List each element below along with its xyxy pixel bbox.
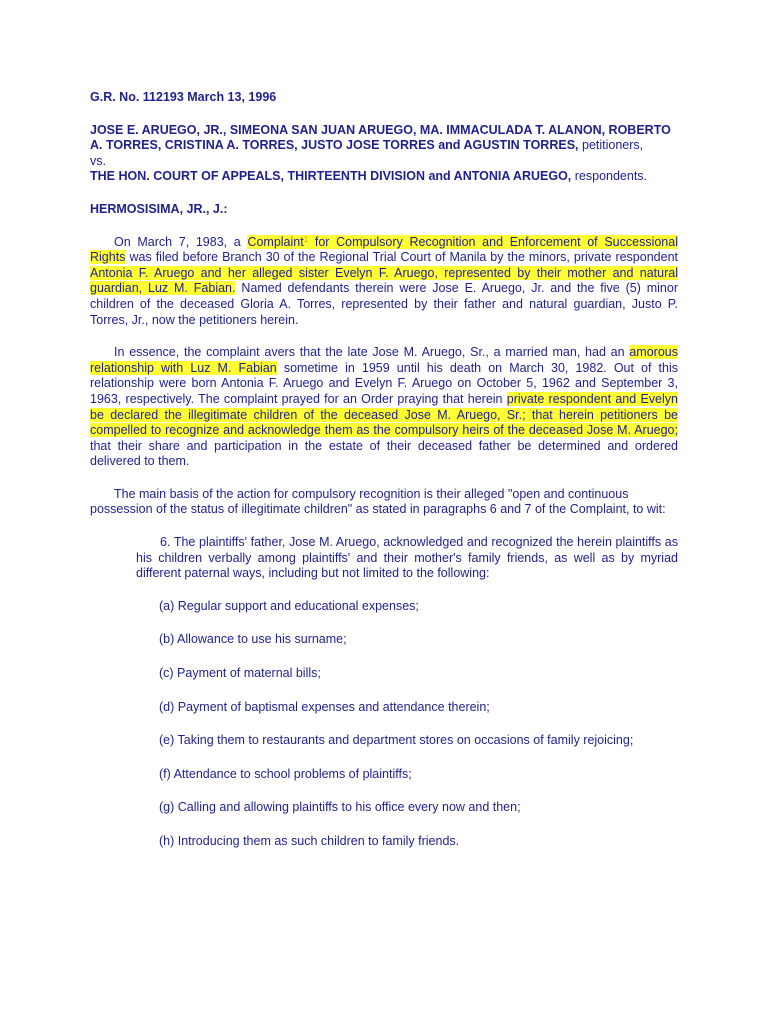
list-item-h: (h) Introducing them as such children to family friends. [159,834,460,848]
list-item-f: (f) Attendance to school problems of plaintiffs; [159,766,412,781]
p1-highlight-e: Antonia F. Aruego and her alleged sister Evelyn F. Aruego, represented by their mother and natural guardian, Luz M. Fabian. [90,265,678,296]
list-item-a: (a) Regular support and educational expenses; [159,598,419,613]
respondents-label: respondents. [571,169,648,184]
paragraph-3: The main basis of the action for compulsory recognition is their alleged "open and continuous possession of the status of illegitimate children" as stated in paragraphs 6 and 7 of the Complaint, to wit: [90,486,666,517]
versus: vs. [90,153,106,168]
list-item-c: (c) Payment of maternal bills; [159,666,321,681]
p2-text-c: sometime in 1959 until his death on March 30, 1982. Out of this relationship were born Antonia F. Aruego and Evelyn F. Aruego on October 5, 1962 and September 3, 1963, respectively. The complaint prayed for an Order praying that herein [90,360,679,406]
list-item-b: (b) Allowance to use his surname; [159,632,347,647]
quoted-paragraph-6: 6. The plaintiffs' father, Jose M. Aruego, acknowledged and recognized the herein plaintiffs as his children verbally among plaintiffs' and their mother's family friends, as well as by myriad different paternal ways, including but not limited to the following: [136,535,678,581]
list-item-g: (g) Calling and allowing plaintiffs to his office every now and then; [159,800,521,815]
list-item-e: (e) Taking them to restaurants and department stores on occasions of family rejoicing; [159,733,634,748]
p1-text-d: was filed before Branch 30 of the Regional Trial Court of Manila by the minors, private respondent [125,250,678,265]
case-number: G.R. No. 112193 March 13, 1996 [90,90,277,104]
footnote-marker[interactable]: 1 [303,234,309,244]
paragraph-2 [90,345,678,470]
list-item-d: (d) Payment of baptismal expenses and attendance therein; [159,699,490,714]
ponente: HERMOSISIMA, JR., J.: [90,201,228,216]
case-parties [90,123,678,185]
p2-text-a: In essence, the complaint avers that the late Jose M. Aruego, Sr., a married man, had an [114,345,630,360]
p2-text-e: that their share and participation in the estate of their deceased father be determined and ordered delivered to them. [90,438,678,469]
p1-text-f: Named defendants therein were Jose E. Aruego, Jr. and the five (5) minor children of the deceased Gloria A. Torres, represented by their father and natural guardian, Justo P. Torres, Jr., now the petitioners herein. [90,281,678,327]
paragraph-1 [90,235,678,329]
document-page [90,90,678,868]
p2-highlight-d: private respondent and Evelyn be declared the illegitimate children of the deceased Jose M. Aruego, Sr.; that herein petitioners be compelled to recognize and acknowledge them as the compulsory heirs of the deceased Jose M. Aruego; [90,391,678,438]
p1-text-a: On March 7, 1983, a [114,234,248,249]
respondents-names: THE HON. COURT OF APPEALS, THIRTEENTH DIVISION and ANTONIA ARUEGO, [90,169,572,184]
p1-highlight-b: Complaint [247,234,304,249]
petitioners-names: JOSE E. ARUEGO, JR., SIMEONA SAN JUAN ARUEGO, MA. IMMACULADA T. ALANON, ROBERTO A. TORRES, CRISTINA A. TORRES, JUSTO JOSE TORRES and AGUSTIN TORRES, [90,122,671,153]
p2-highlight-b: amorous relationship with Luz M. Fabian [90,345,678,375]
p1-highlight-c: for Compulsory Recognition and Enforcement of Successional Rights [90,234,678,265]
petitioners-label: petitioners, [578,138,644,153]
